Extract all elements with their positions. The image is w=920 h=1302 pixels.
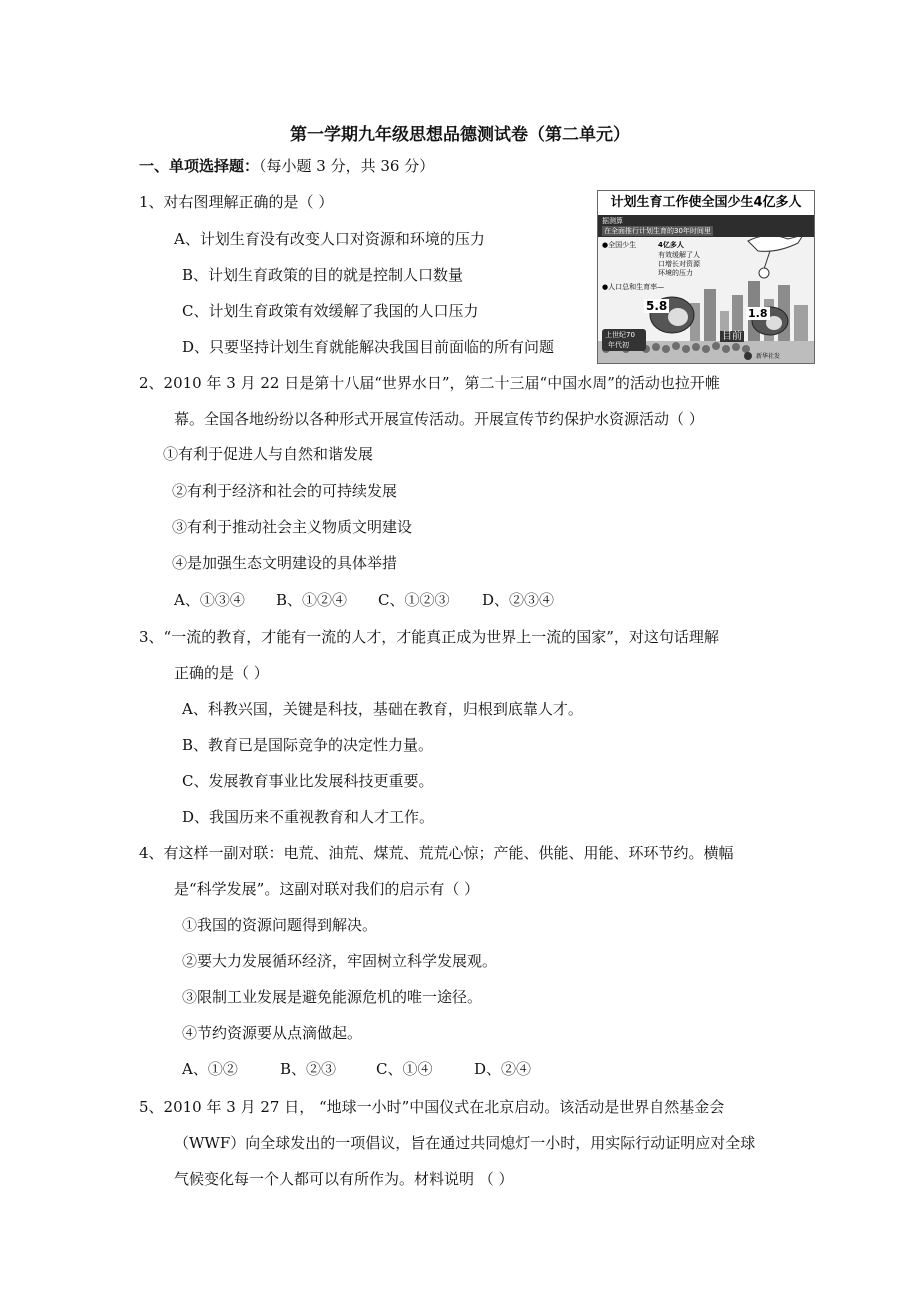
q2-item-1: ①有利于促进人与自然和谐发展 <box>163 445 374 463</box>
infographic-label-country: ●全国少生 <box>602 241 637 249</box>
q2-choice-c: C、①②③ <box>378 591 450 609</box>
infographic-credit: 新华社发 <box>756 353 781 360</box>
family-planning-infographic <box>597 190 815 364</box>
q3-option-c: C、发展教育事业比发展科技更重要。 <box>182 772 434 790</box>
infographic-era-label-2: 年代初 <box>608 341 629 349</box>
infographic-era-label-1: 上世纪70 <box>605 331 635 339</box>
q5-stem-line-3: 气候变化每一个人都可以有所作为。材料说明 （ ） <box>174 1170 514 1188</box>
infographic-label-fertility: ●人口总和生育率— <box>602 283 665 291</box>
q4-choice-c: C、①④ <box>376 1060 433 1078</box>
infographic-effect-2: 口增长对资源 <box>658 260 700 268</box>
q3-option-d: D、我国历来不重视教育和人才工作。 <box>182 808 435 826</box>
q4-choice-b: B、②③ <box>280 1060 337 1078</box>
infographic-now-label: 目前 <box>722 331 742 342</box>
q2-stem-line-1: 2、2010 年 3 月 22 日是第十八届“世界水日”，第二十三届“中国水周”的活动也拉开帷 <box>139 374 720 392</box>
q4-choice-d: D、②④ <box>474 1060 532 1078</box>
q1-stem: 1、对右图理解正确的是（ ） <box>139 193 334 211</box>
q4-stem-line-2: 是“科学发展”。这副对联对我们的启示有（ ） <box>174 880 480 898</box>
q2-item-4: ④是加强生态文明建设的具体举措 <box>172 554 398 572</box>
infographic-value-5-8: 5.8 <box>646 299 668 313</box>
q2-item-3: ③有利于推动社会主义物质文明建设 <box>172 518 413 536</box>
q1-option-c: C、计划生育政策有效缓解了我国的人口压力 <box>182 302 479 320</box>
q1-option-d: D、只要坚持计划生育就能解决我国目前面临的所有问题 <box>182 338 555 356</box>
q4-item-4: ④节约资源要从点滴做起。 <box>182 1024 363 1042</box>
section-heading: 一、单项选择题： <box>139 157 260 175</box>
q2-choice-a: A、①③④ <box>174 591 245 609</box>
infographic-subtitle-2: 在全面推行计划生育的30年时间里 <box>604 227 711 235</box>
infographic-value-1-8: 1.8 <box>748 307 768 320</box>
infographic-title: 计划生育工作使全国少生4亿多人 <box>598 191 814 215</box>
q4-item-1: ①我国的资源问题得到解决。 <box>182 916 378 934</box>
q3-option-a: A、科教兴国，关键是科技，基础在教育，归根到底靠人才。 <box>182 700 583 718</box>
q3-stem-line-1: 3、“一流的教育，才能有一流的人才，才能真正成为世界上一流的国家”，对这句话理解 <box>139 628 719 646</box>
q1-option-a: A、计划生育没有改变人口对资源和环境的压力 <box>174 230 485 248</box>
q3-option-b: B、教育已是国际竞争的决定性力量。 <box>182 736 434 754</box>
infographic-value-4yi: 4亿多人 <box>658 241 684 249</box>
q4-choices <box>182 1059 531 1079</box>
section-note: （每小题 3 分，共 36 分） <box>259 157 435 175</box>
infographic-subtitle-1: 据测算 <box>602 217 623 225</box>
q5-stem-line-1: 5、2010 年 3 月 27 日， “地球一小时”中国仪式在北京启动。该活动是世界自然基金会 <box>139 1098 725 1116</box>
q3-stem-line-2: 正确的是（ ） <box>174 664 269 682</box>
q2-choice-b: B、①②④ <box>276 591 348 609</box>
q1-option-b: B、计划生育政策的目的就是控制人口数量 <box>182 266 464 284</box>
infographic-effect-3: 环境的压力 <box>658 269 693 277</box>
q5-stem-line-2: （WWF）向全球发出的一项倡议，旨在通过共同熄灯一小时，用实际行动证明应对全球 <box>174 1134 756 1152</box>
q4-item-3: ③限制工业发展是避免能源危机的唯一途径。 <box>182 988 483 1006</box>
page-title: 第一学期九年级思想品德测试卷（第二单元） <box>290 125 630 145</box>
section-header <box>139 156 434 176</box>
q4-choice-a: A、①② <box>182 1060 238 1078</box>
q2-stem-line-2: 幕。全国各地纷纷以各种形式开展宣传活动。开展宣传节约保护水资源活动（ ） <box>174 410 704 428</box>
q2-choices <box>174 590 554 610</box>
q4-item-2: ②要大力发展循环经济，牢固树立科学发展观。 <box>182 952 498 970</box>
q2-choice-d: D、②③④ <box>482 591 555 609</box>
infographic-effect-1: 有效缓解了人 <box>658 251 700 259</box>
q4-stem-line-1: 4、有这样一副对联：电荒、油荒、煤荒、荒荒心惊；产能、供能、用能、环环节约。横幅 <box>139 844 734 862</box>
q2-item-2: ②有利于经济和社会的可持续发展 <box>172 482 398 500</box>
